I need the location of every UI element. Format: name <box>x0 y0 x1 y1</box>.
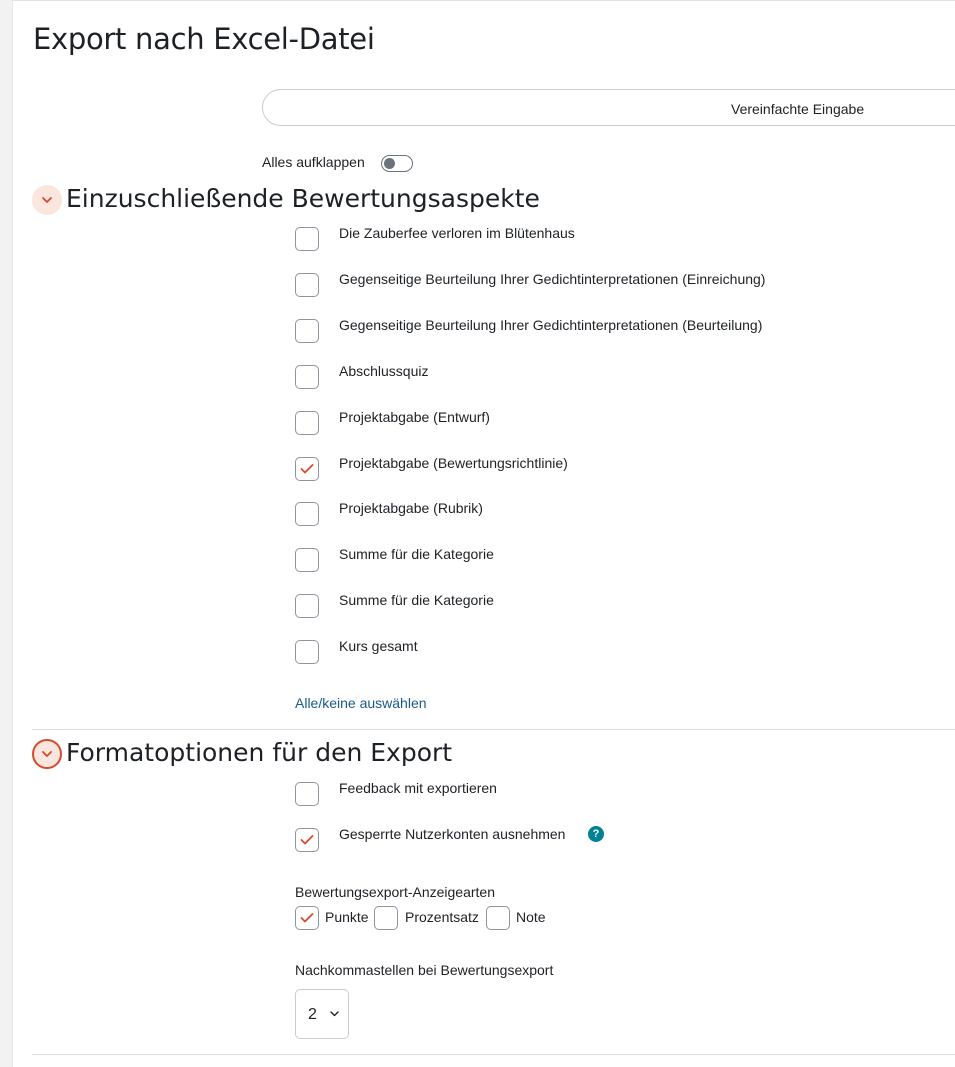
grade-item-label: Summe für die Kategorie <box>339 592 494 608</box>
grade-item-checkbox[interactable] <box>295 502 319 526</box>
checkmark-icon <box>300 912 314 924</box>
display-type-percentage-label: Prozentsatz <box>405 909 479 925</box>
grade-item-label: Gegenseitige Beurteilung Ihrer Gedichtinterpretationen (Beurteilung) <box>339 317 763 333</box>
top-divider <box>12 0 955 1</box>
grade-item-label: Abschlussquiz <box>339 363 429 379</box>
grade-item-checkbox[interactable] <box>295 319 319 343</box>
grade-item-checkbox[interactable] <box>295 548 319 572</box>
grade-item-checkbox[interactable] <box>295 594 319 618</box>
display-type-percentage-checkbox[interactable] <box>374 906 398 930</box>
grade-item-label: Projektabgabe (Bewertungsrichtlinie) <box>339 455 568 471</box>
section-format-title: Formatoptionen für den Export <box>66 738 453 767</box>
display-types-label: Bewertungsexport-Anzeigearten <box>295 884 496 900</box>
grade-item-label: Projektabgabe (Rubrik) <box>339 500 483 516</box>
display-type-points-label: Punkte <box>325 909 369 925</box>
mode-tab-simplified[interactable]: Vereinfachte Eingabe <box>731 101 865 117</box>
checkmark-icon <box>300 463 314 475</box>
grade-item-label: Projektabgabe (Entwurf) <box>339 409 490 425</box>
grade-item-checkbox[interactable] <box>295 227 319 251</box>
chevron-down-icon[interactable] <box>32 739 62 769</box>
left-drawer-edge <box>0 0 13 1067</box>
decimals-select-value: 2 <box>308 1006 317 1023</box>
chevron-down-icon <box>330 1011 339 1017</box>
grade-item-checkbox[interactable] <box>295 365 319 389</box>
display-type-letter-checkbox[interactable] <box>486 906 510 930</box>
exclude-suspended-checkbox[interactable] <box>295 828 319 852</box>
decimals-label: Nachkommastellen bei Bewertungsexport <box>295 962 554 978</box>
grade-item-label: Kurs gesamt <box>339 638 418 654</box>
toggle-knob <box>384 158 395 169</box>
bottom-divider <box>32 1054 955 1055</box>
grade-item-label: Gegenseitige Beurteilung Ihrer Gedichtinterpretationen (Einreichung) <box>339 271 766 287</box>
grade-item-label: Die Zauberfee verloren im Blütenhaus <box>339 225 575 241</box>
checkmark-icon <box>300 834 314 846</box>
grade-item-checkbox[interactable] <box>295 411 319 435</box>
mode-tabs-pill[interactable] <box>262 89 955 126</box>
section-divider <box>32 729 955 730</box>
exclude-suspended-label: Gesperrte Nutzerkonten ausnehmen <box>339 826 566 842</box>
expand-all-toggle[interactable] <box>381 155 413 172</box>
grade-item-checkbox[interactable] <box>295 273 319 297</box>
decimals-select[interactable] <box>295 989 349 1039</box>
export-feedback-label: Feedback mit exportieren <box>339 780 497 796</box>
section-grade-items-title: Einzuschließende Bewertungsaspekte <box>66 184 540 213</box>
export-feedback-checkbox[interactable] <box>295 782 319 806</box>
grade-item-checkbox[interactable] <box>295 640 319 664</box>
grade-item-label: Summe für die Kategorie <box>339 546 494 562</box>
chevron-down-icon[interactable] <box>32 185 62 215</box>
expand-all-label: Alles aufklappen <box>262 154 365 170</box>
display-type-points-checkbox[interactable] <box>295 906 319 930</box>
page-title: Export nach Excel-Datei <box>33 22 375 56</box>
select-all-none-link[interactable]: Alle/keine auswählen <box>295 695 427 711</box>
display-type-letter-label: Note <box>516 909 546 925</box>
help-icon[interactable]: ? <box>588 826 604 842</box>
grade-item-checkbox[interactable] <box>295 457 319 481</box>
